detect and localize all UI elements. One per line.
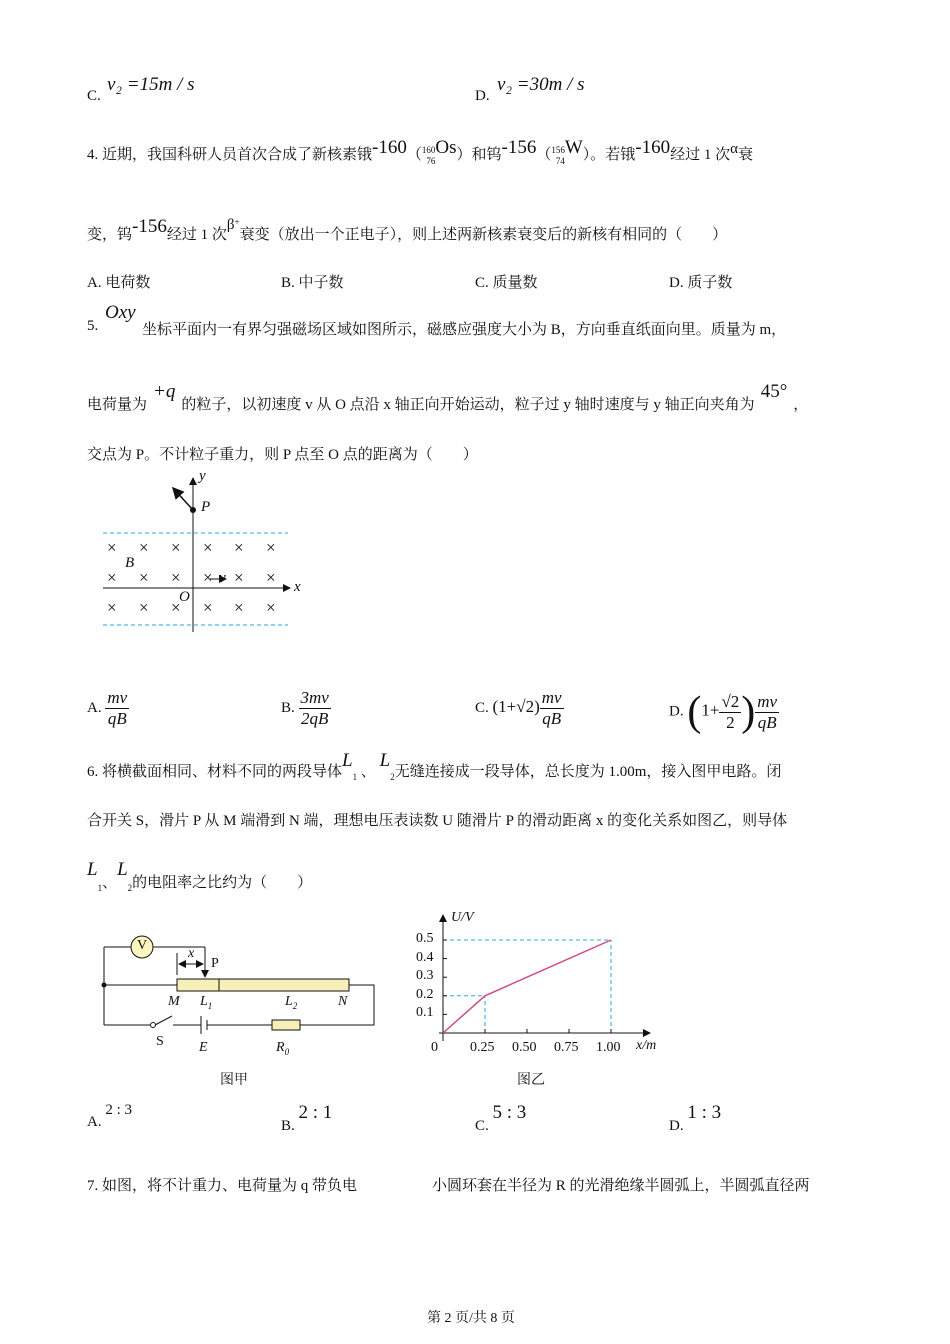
text-fragment: -156 bbox=[501, 137, 537, 158]
text-fragment: ， bbox=[793, 397, 809, 413]
text-fragment: qB bbox=[107, 709, 127, 728]
y-axis-label: y bbox=[199, 468, 206, 484]
l2-label bbox=[285, 994, 297, 1011]
text-fragment: L bbox=[342, 750, 353, 771]
text-fragment: mv bbox=[757, 691, 778, 711]
text-fragment: 1 : 3 bbox=[687, 1102, 722, 1123]
q6-line3 bbox=[87, 859, 313, 893]
field-cross-mark: × bbox=[266, 568, 276, 587]
velocity-arrow-at-p bbox=[173, 488, 193, 510]
y-tick-label: 0.4 bbox=[416, 949, 434, 965]
text-fragment: 6. 将横截面相同、材料不同的两段导体 bbox=[87, 764, 343, 780]
text-fragment: L bbox=[117, 859, 128, 880]
field-cross-mark: × bbox=[171, 598, 181, 617]
resistor-r0 bbox=[272, 1020, 300, 1030]
text-fragment: 0 bbox=[284, 1046, 290, 1057]
text-fragment: 变，钨 bbox=[87, 227, 133, 243]
text-fragment: 2 bbox=[390, 772, 395, 782]
text-fragment: √2 bbox=[721, 691, 740, 711]
y-tick-label: 0.2 bbox=[416, 986, 434, 1002]
q5-option-d: D. (1+ $\frac{√2}{2}$ ) $\frac{mv}{qB}$ bbox=[669, 689, 778, 735]
text-fragment: +q bbox=[153, 381, 176, 402]
field-cross-mark: × bbox=[139, 598, 149, 617]
text-fragment: -160 bbox=[635, 137, 671, 158]
text-fragment: D. bbox=[669, 1118, 684, 1134]
text-fragment: 2 : 3 bbox=[105, 1102, 133, 1118]
text-fragment: 1 bbox=[352, 772, 358, 782]
q7-line1a: 7. 如图，将不计重力、电荷量为 q 带负电 bbox=[87, 1178, 358, 1194]
q5-option-a bbox=[87, 688, 129, 729]
y-tick-label: 0.3 bbox=[416, 968, 434, 984]
text-fragment: 2 : 1 bbox=[298, 1102, 333, 1123]
x-tick-label: 0.25 bbox=[470, 1040, 495, 1055]
text-fragment: ）。若锇 bbox=[582, 147, 636, 163]
text-fragment: 经过 1 次 bbox=[166, 227, 227, 243]
text-fragment: 经过 1 次 bbox=[670, 147, 731, 163]
chart-caption: 图乙 bbox=[517, 1073, 545, 1088]
field-cross-mark: × bbox=[203, 568, 213, 587]
x-tick-label: 0.75 bbox=[554, 1040, 579, 1055]
text-fragment: 3mv bbox=[300, 688, 329, 707]
n-label: N bbox=[338, 994, 348, 1009]
q3-option-d: D. bbox=[475, 88, 490, 104]
text-fragment: + bbox=[234, 217, 240, 227]
x-distance-label: x bbox=[188, 946, 195, 961]
text-fragment: 电荷量为 bbox=[87, 397, 148, 413]
field-cross-mark: × bbox=[139, 538, 149, 557]
text-fragment: 2 bbox=[292, 1000, 298, 1011]
text-fragment: R bbox=[276, 1040, 285, 1055]
origin-label: 0 bbox=[431, 1040, 438, 1055]
q5-oxy: Oxy bbox=[105, 302, 136, 323]
r0-label bbox=[276, 1040, 289, 1057]
x-tick-label: 0.50 bbox=[512, 1040, 537, 1055]
o-label: O bbox=[179, 589, 190, 605]
q4-option-c: C. 质量数 bbox=[475, 275, 538, 291]
text-fragment: 76 bbox=[426, 155, 436, 166]
text-fragment: 2 bbox=[726, 712, 735, 732]
field-cross-mark: × bbox=[107, 598, 117, 617]
m-label: M bbox=[168, 994, 180, 1009]
q6-option-d bbox=[669, 1102, 722, 1136]
text-fragment: mv bbox=[541, 688, 562, 707]
u-x-chart bbox=[439, 915, 650, 1041]
text-fragment: Os bbox=[435, 137, 457, 158]
q5-option-c bbox=[475, 688, 564, 729]
text-fragment: C. bbox=[475, 699, 489, 716]
q7-line1b: 小圆环套在半径为 R 的光滑绝缘半圆弧上，半圆弧直径两 bbox=[432, 1178, 810, 1194]
page-footer: 第 2 页/共 8 页 bbox=[427, 1311, 515, 1326]
x-tick-label: 1.00 bbox=[596, 1040, 621, 1055]
q6-line1 bbox=[87, 750, 782, 782]
field-cross-mark: × bbox=[171, 538, 181, 557]
text-fragment: （ bbox=[536, 147, 552, 163]
voltmeter-label: V bbox=[137, 938, 148, 953]
field-cross-mark: × bbox=[107, 538, 117, 557]
q5-option-b bbox=[281, 688, 331, 729]
q5-line1: 坐标平面内一有界匀强磁场区域如图所示，磁感应强度大小为 B，方向垂直纸面向里。质量为 m， bbox=[142, 322, 787, 338]
text-fragment: L bbox=[87, 859, 98, 880]
field-cross-mark: × bbox=[107, 568, 117, 587]
text-fragment: 2qB bbox=[300, 709, 329, 728]
s-label: S bbox=[156, 1034, 164, 1049]
text-fragment: 2 bbox=[127, 883, 133, 893]
field-cross-mark: × bbox=[139, 568, 149, 587]
text-fragment: 、 bbox=[360, 764, 376, 780]
text-fragment: 74 bbox=[555, 155, 565, 166]
text-fragment: 衰 bbox=[738, 147, 754, 163]
data-line-u bbox=[443, 940, 611, 1033]
text-fragment: qB bbox=[542, 709, 562, 728]
text-fragment: mv bbox=[107, 688, 128, 707]
field-cross-mark: × bbox=[171, 568, 181, 587]
text-fragment: 的粒子，以初速度 v 从 O 点沿 x 轴正向开始运动，粒子过 y 轴时速度与 y 轴正向夹角为 bbox=[181, 397, 755, 413]
text-fragment: 45° bbox=[760, 381, 788, 402]
y-tick-label: 0.1 bbox=[416, 1005, 434, 1021]
text-fragment: 的电阻率之比约为（ ） bbox=[132, 875, 313, 891]
l1-label bbox=[200, 994, 212, 1011]
text-fragment: ）和钨 bbox=[456, 147, 502, 163]
field-cross-mark: × bbox=[234, 568, 244, 587]
field-cross-mark: × bbox=[234, 538, 244, 557]
text-fragment: （ bbox=[406, 147, 422, 163]
text-fragment: qB bbox=[757, 712, 777, 732]
text-fragment: 、 bbox=[102, 875, 118, 891]
field-cross-mark: × bbox=[203, 538, 213, 557]
text-fragment: 1 bbox=[207, 1000, 213, 1011]
text-fragment: 衰变（放出一个正电子），则上述两新核素衰变后的新核有相同的（ ） bbox=[239, 227, 728, 243]
text-fragment: C. bbox=[475, 1118, 489, 1134]
text-fragment: 4. 近期，我国科研人员首次合成了新核素锇 bbox=[87, 147, 373, 163]
x-axis-label: x/m bbox=[636, 1038, 657, 1053]
text-fragment: (1+√2) bbox=[492, 696, 540, 716]
conductor-bar bbox=[177, 979, 349, 991]
text-fragment: D. bbox=[669, 703, 684, 720]
text-fragment: α bbox=[730, 141, 738, 157]
q4-option-b: B. 中子数 bbox=[281, 275, 344, 291]
text-fragment: β bbox=[226, 217, 235, 233]
text-fragment: L bbox=[200, 994, 208, 1009]
slider-p-label: P bbox=[211, 956, 219, 971]
text-fragment: W bbox=[564, 137, 583, 158]
q5-number: 5. bbox=[87, 318, 99, 334]
text-fragment: L bbox=[285, 994, 293, 1009]
x-axis-label: x bbox=[294, 579, 301, 595]
point-p bbox=[190, 507, 196, 513]
q4-option-a: A. 电荷数 bbox=[87, 275, 151, 291]
circuit-caption: 图甲 bbox=[220, 1073, 248, 1088]
p-label: P bbox=[201, 499, 211, 515]
text-fragment: -160 bbox=[372, 137, 407, 158]
text-fragment: A. bbox=[87, 699, 102, 716]
text-fragment: A. bbox=[87, 1114, 102, 1130]
y-tick-label: 0.5 bbox=[416, 931, 434, 946]
text-fragment: B. bbox=[281, 1118, 295, 1134]
q6-option-c bbox=[475, 1102, 527, 1136]
q6-option-a bbox=[87, 1102, 133, 1131]
switch-s bbox=[155, 1016, 172, 1025]
q3-option-c-expr: v₂ =15m / s bbox=[107, 74, 195, 95]
v-label: v bbox=[219, 570, 226, 586]
q5-line3: 交点为 P。不计粒子重力，则 P 点至 O 点的距离为（ ） bbox=[87, 447, 478, 463]
text-fragment: L bbox=[379, 750, 391, 771]
text-fragment: B. bbox=[281, 699, 295, 716]
q3-option-d-expr: v₂ =30m / s bbox=[497, 74, 585, 95]
field-cross-mark: × bbox=[203, 598, 213, 617]
b-label: B bbox=[125, 555, 135, 571]
field-cross-mark: × bbox=[234, 598, 244, 617]
q6-option-b bbox=[281, 1102, 333, 1136]
text-fragment: 156 bbox=[551, 144, 565, 155]
option-label: C. bbox=[87, 88, 101, 104]
text-fragment: -156 bbox=[132, 216, 167, 237]
text-fragment: 无缝连接成一段导体，总长度为 1.00m，接入图甲电路。闭 bbox=[394, 764, 782, 780]
q6-line2: 合开关 S，滑片 P 从 M 端滑到 N 端，理想电压表读数 U 随滑片 P 的滑动距离 x 的变化关系如图乙，则导体 bbox=[87, 813, 788, 829]
text-fragment: 1 bbox=[97, 883, 103, 893]
y-axis-label: U/V bbox=[451, 910, 474, 925]
field-cross-mark: × bbox=[266, 598, 276, 617]
q4-option-d: D. 质子数 bbox=[669, 275, 733, 291]
text-fragment: 160 bbox=[421, 144, 436, 155]
text-fragment: 1+ bbox=[701, 700, 720, 720]
text-fragment: 5 : 3 bbox=[492, 1102, 527, 1123]
field-cross-mark: × bbox=[266, 538, 276, 557]
e-label: E bbox=[199, 1040, 208, 1055]
